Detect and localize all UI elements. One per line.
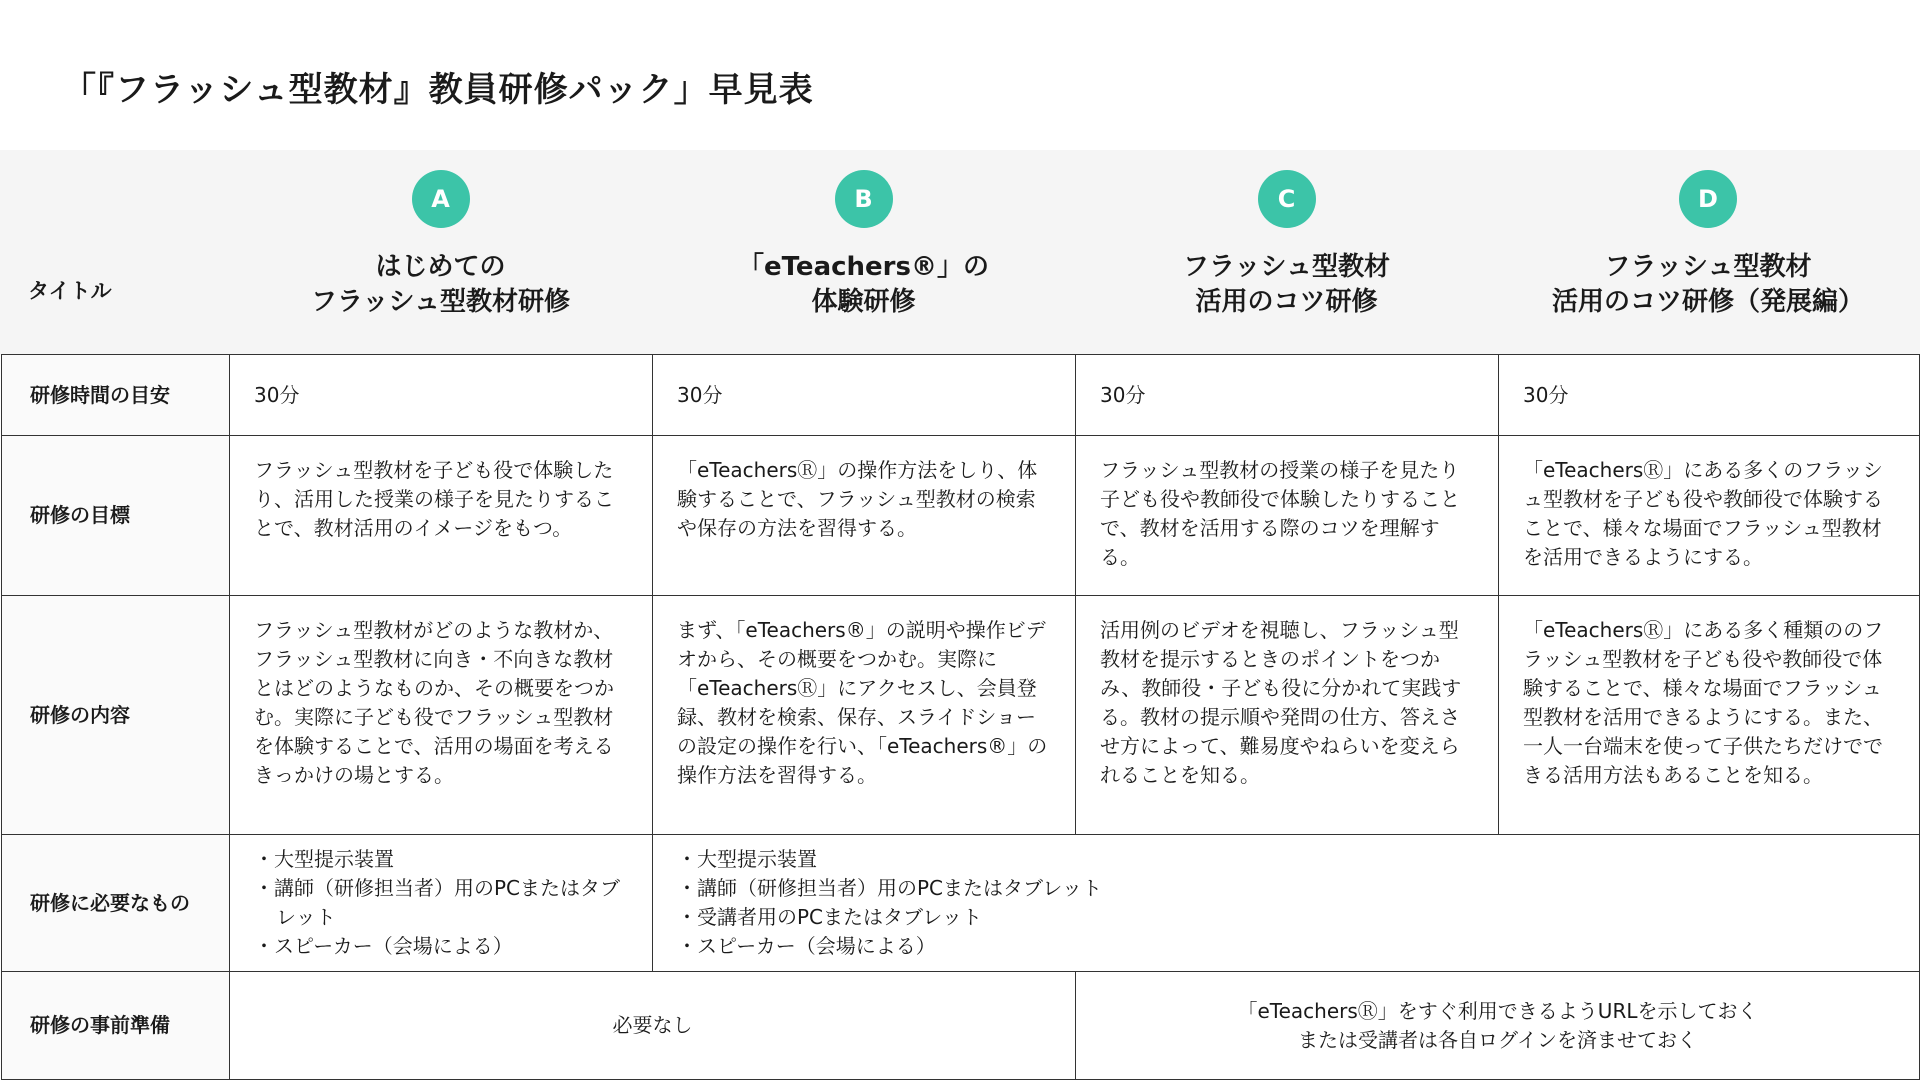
time-cell-d: 30分 [1499, 355, 1920, 436]
goal-cell-c: フラッシュ型教材の授業の様子を見たり子ども役や教師役で体験したりすることで、教材を活用する際のコツを理解する。 [1076, 436, 1499, 596]
content-cell-a: フラッシュ型教材がどのような教材か、フラッシュ型教材に向き・不向きな教材とはどのようなものか、その概要をつかむ。実際に子ども役でフラッシュ型教材を体験することで、活用の場面を考えるきっかけの場とする。 [230, 596, 653, 835]
row-label-needs: 研修に必要なもの [2, 835, 230, 972]
page-title: 「『フラッシュ型教材』教員研修パック」早見表 [62, 70, 814, 110]
column-title-a: はじめての フラッシュ型教材研修 [311, 252, 570, 317]
goal-cell-b: 「eTeachersⓇ」の操作方法をしり、体験することで、フラッシュ型教材の検索や保存の方法を習得する。 [653, 436, 1076, 596]
badge-b: B [835, 170, 893, 228]
list-item: ・ 大型提示装置 [677, 845, 1895, 874]
list-item: ・ 講師（研修担当者）用のPCまたはタブレット [677, 874, 1895, 903]
list-item: ・ スピーカー（会場による） [254, 932, 628, 961]
time-cell-b: 30分 [653, 355, 1076, 436]
column-title-d: フラッシュ型教材 活用のコツ研修（発展編） [1551, 252, 1864, 317]
content-cell-d: 「eTeachersⓇ」にある多く種類ののフラッシュ型教材を子ども役や教師役で体験することで、様々な場面でフラッシュ型教材を活用できるようにする。また、一人一台端末を使って子供たちだけでできる活用方法もあることを知る。 [1499, 596, 1920, 835]
needs-list-a [254, 845, 628, 961]
list-item: ・ 大型提示装置 [254, 845, 628, 874]
needs-cell-bcd [653, 835, 1920, 972]
row-label-time: 研修時間の目安 [2, 355, 230, 436]
content-cell-b: まず、「eTeachers®」の説明や操作ビデオから、その概要をつかむ。実際に「eTeachersⓇ」にアクセスし、会員登録、教材を検索、保存、スライドショーの設定の操作を行い、「eTeachers®」の操作方法を習得する。 [653, 596, 1076, 835]
time-cell-c: 30分 [1076, 355, 1499, 436]
table-row [2, 436, 1920, 596]
table-row [2, 972, 1920, 1080]
badge-a: A [412, 170, 470, 228]
row-label-title: タイトル [28, 279, 112, 303]
column-header-a [229, 170, 652, 320]
time-cell-a: 30分 [230, 355, 653, 436]
column-header-b [652, 170, 1075, 320]
badge-c: C [1258, 170, 1316, 228]
prep-cell-cd: 「eTeachersⓇ」をすぐ利用できるようURLを示しておく または受講者は各自ログインを済ませておく [1076, 972, 1920, 1080]
prep-cell-ab: 必要なし [230, 972, 1076, 1080]
needs-cell-a [230, 835, 653, 972]
column-header-c [1075, 170, 1498, 320]
column-title-b: 「eTeachers®」の 体験研修 [738, 252, 989, 317]
row-label-prep: 研修の事前準備 [2, 972, 230, 1080]
list-item: ・ 講師（研修担当者）用のPCまたはタブレット [254, 874, 628, 932]
column-title-c: フラッシュ型教材 活用のコツ研修 [1183, 252, 1390, 317]
badge-d: D [1679, 170, 1737, 228]
table-row [2, 596, 1920, 835]
training-table [1, 354, 1920, 1080]
table-row [2, 355, 1920, 436]
list-item: ・ スピーカー（会場による） [677, 932, 1895, 961]
content-cell-c: 活用例のビデオを視聴し、フラッシュ型教材を提示するときのポイントをつかみ、教師役・子ども役に分かれて実践する。教材の提示順や発問の仕方、答えさせ方によって、難易度やねらいを変えられることを知る。 [1076, 596, 1499, 835]
list-item: ・ 受講者用のPCまたはタブレット [677, 903, 1895, 932]
row-label-goal: 研修の目標 [2, 436, 230, 596]
goal-cell-a: フラッシュ型教材を子ども役で体験したり、活用した授業の様子を見たりすることで、教材活用のイメージをもつ。 [230, 436, 653, 596]
table-row [2, 835, 1920, 972]
needs-list-bcd [677, 845, 1895, 961]
row-label-content: 研修の内容 [2, 596, 230, 835]
goal-cell-d: 「eTeachersⓇ」にある多くのフラッシュ型教材を子ども役や教師役で体験することで、様々な場面でフラッシュ型教材を活用できるようにする。 [1499, 436, 1920, 596]
column-header-d [1498, 170, 1918, 320]
